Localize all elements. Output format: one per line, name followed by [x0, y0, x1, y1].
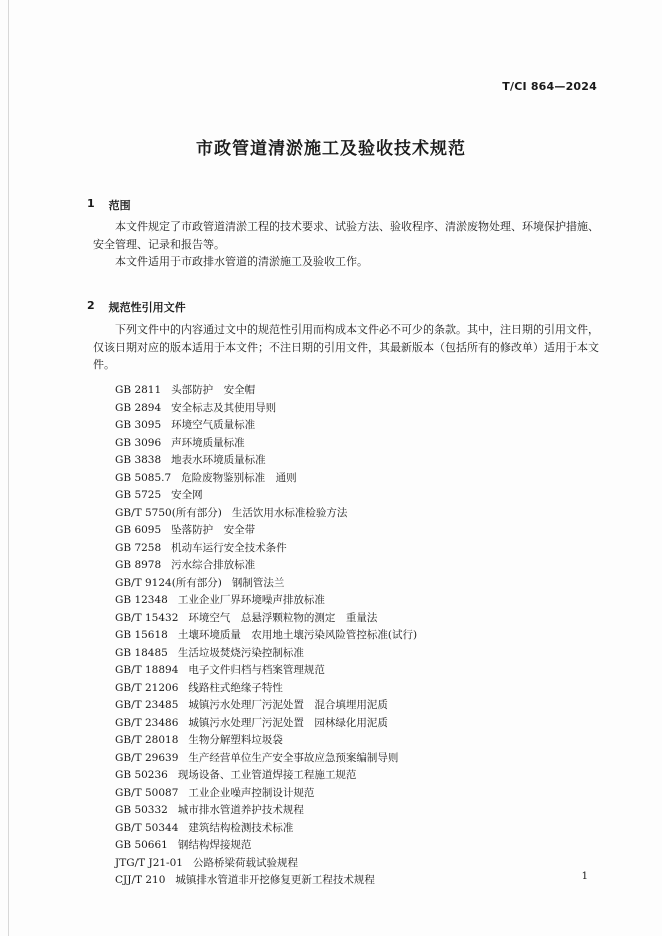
reference-item [115, 610, 417, 628]
reference-code: GB 15618 [115, 629, 168, 641]
reference-item [115, 505, 417, 523]
section-title: 范围 [108, 199, 131, 212]
reference-code: GB/T 28018 [115, 734, 179, 746]
reference-title: 城市排水管道养护技术规程 [177, 804, 304, 816]
reference-item [115, 750, 417, 768]
reference-item [115, 487, 417, 505]
reference-title: 环境空气 总悬浮颗粒物的测定 重量法 [188, 611, 378, 624]
reference-title: 钢制管法兰 [231, 576, 285, 589]
reference-code: GB 8978 [115, 559, 162, 571]
scope-paragraph-2: 本文件适用于市政排水管道的清淤施工及验收工作。 [115, 255, 368, 268]
reference-title: 生活垃圾焚烧污染控制标准 [177, 646, 304, 659]
reference-code: GB 3838 [115, 454, 162, 466]
reference-code: GB 50236 [115, 769, 168, 781]
reference-title: 环境空气质量标准 [171, 419, 256, 431]
reference-item [115, 627, 417, 645]
reference-item [115, 697, 417, 715]
reference-title: 生产经营单位生产安全事故应急预案编制导则 [188, 751, 399, 764]
reference-title: 安全网 [171, 489, 203, 501]
section-heading-normative-references [87, 299, 186, 315]
reference-code: GB 2811 [115, 384, 162, 396]
reference-code: GB/T 9124(所有部分) [115, 576, 222, 589]
reference-code: GB/T 50087 [115, 786, 179, 799]
reference-title: 现场设备、工业管道焊接工程施工规范 [177, 769, 357, 781]
scope-paragraph-1: 本文件规定了市政管道清淤工程的技术要求、试验方法、验收程序、清淤废物处理、环境保护措施、安全管理、记录和报告等。 [93, 220, 599, 251]
reference-item [115, 680, 417, 698]
reference-title: 安全标志及其使用导则 [171, 401, 277, 414]
reference-item [115, 837, 417, 855]
reference-code: GB 50332 [115, 804, 168, 816]
reference-item [115, 522, 417, 540]
reference-item [115, 645, 417, 663]
reference-code: GB 12348 [115, 594, 168, 606]
reference-item [115, 470, 417, 488]
reference-item [115, 540, 417, 558]
reference-title: 生物分解塑料垃圾袋 [188, 734, 283, 746]
reference-code: GB/T 15432 [115, 611, 179, 624]
reference-code: GB 7258 [115, 541, 162, 554]
section-number: 1 [87, 197, 95, 210]
reference-item [115, 452, 417, 470]
reference-title: 污水综合排放标准 [171, 559, 256, 571]
reference-code: GB 3095 [115, 419, 162, 431]
reference-title: 城镇排水管道非开挖修复更新工程技术规程 [175, 874, 375, 886]
reference-code: GB/T 23486 [115, 716, 179, 729]
reference-title: 工业企业噪声控制设计规范 [188, 786, 315, 799]
reference-item [115, 820, 417, 838]
reference-title: 生活饮用水标准检验方法 [231, 506, 348, 519]
reference-title: 危险废物鉴别标准 通则 [181, 471, 297, 484]
reference-title: 头部防护 安全帽 [171, 384, 256, 396]
reference-title: 土壤环境质量 农用地土壤污染风险管控标准(试行) [177, 629, 418, 641]
reference-item [115, 417, 417, 435]
reference-item [115, 767, 417, 785]
reference-title: 声环境质量标准 [171, 436, 245, 449]
reference-code: GB 5085.7 [115, 471, 172, 484]
page-number: 1 [581, 871, 588, 882]
reference-item [115, 802, 417, 820]
reference-item [115, 592, 417, 610]
document-code: T/CI 864—2024 [502, 80, 597, 93]
reference-item [115, 382, 417, 400]
reference-code: GB/T 21206 [115, 681, 179, 694]
references-intro-paragraph: 下列文件中的内容通过文中的规范性引用而构成本文件必不可少的条款。其中，注日期的引用文件，仅该日期对应的版本适用于本文件；不注日期的引用文件，其最新版本（包括所有的修改单）适用于本文件。 [93, 323, 599, 371]
reference-code: GB 3096 [115, 436, 162, 449]
section-number: 2 [87, 299, 95, 312]
reference-code: GB 18485 [115, 646, 168, 659]
reference-title: 机动车运行安全技术条件 [171, 541, 287, 554]
reference-item [115, 715, 417, 733]
reference-title: 城镇污水处理厂污泥处置 混合填埋用泥质 [188, 699, 388, 711]
reference-code: GB/T 5750(所有部分) [115, 506, 222, 519]
reference-title: 建筑结构检测技术标准 [188, 821, 294, 834]
reference-item [115, 575, 417, 593]
reference-title: 坠落防护 安全带 [171, 524, 256, 536]
reference-title: 城镇污水处理厂污泥处置 园林绿化用泥质 [188, 716, 388, 729]
reference-item [115, 557, 417, 575]
reference-code: GB 6095 [115, 524, 162, 536]
reference-code: GB/T 29639 [115, 751, 179, 764]
section-title: 规范性引用文件 [108, 301, 186, 314]
reference-code: JTG/T J21-01 [115, 856, 183, 869]
reference-item [115, 400, 417, 418]
reference-code: GB 5725 [115, 489, 162, 501]
reference-item [115, 732, 417, 750]
reference-code: GB/T 50344 [115, 821, 179, 834]
reference-item [115, 872, 417, 890]
reference-title: 地表水环境质量标准 [171, 454, 266, 466]
reference-title: 工业企业厂界环境噪声排放标准 [177, 594, 325, 606]
document-title: 市政管道清淤施工及验收技术规范 [196, 139, 466, 159]
reference-item [115, 435, 417, 453]
reference-code: GB 50661 [115, 839, 168, 851]
reference-code: CJJ/T 210 [115, 874, 166, 886]
reference-item [115, 785, 417, 803]
reference-code: GB/T 18894 [115, 664, 179, 676]
reference-title: 线路柱式绝缘子特性 [188, 681, 283, 694]
reference-title: 钢结构焊接规范 [177, 839, 252, 851]
section-heading-scope [87, 197, 131, 213]
reference-code: GB/T 23485 [115, 699, 179, 711]
reference-list [115, 382, 417, 890]
reference-code: GB 2894 [115, 401, 162, 414]
reference-item [115, 855, 417, 873]
reference-title: 电子文件归档与档案管理规范 [188, 664, 325, 676]
reference-title: 公路桥梁荷载试验规程 [192, 856, 298, 869]
reference-item [115, 662, 417, 680]
